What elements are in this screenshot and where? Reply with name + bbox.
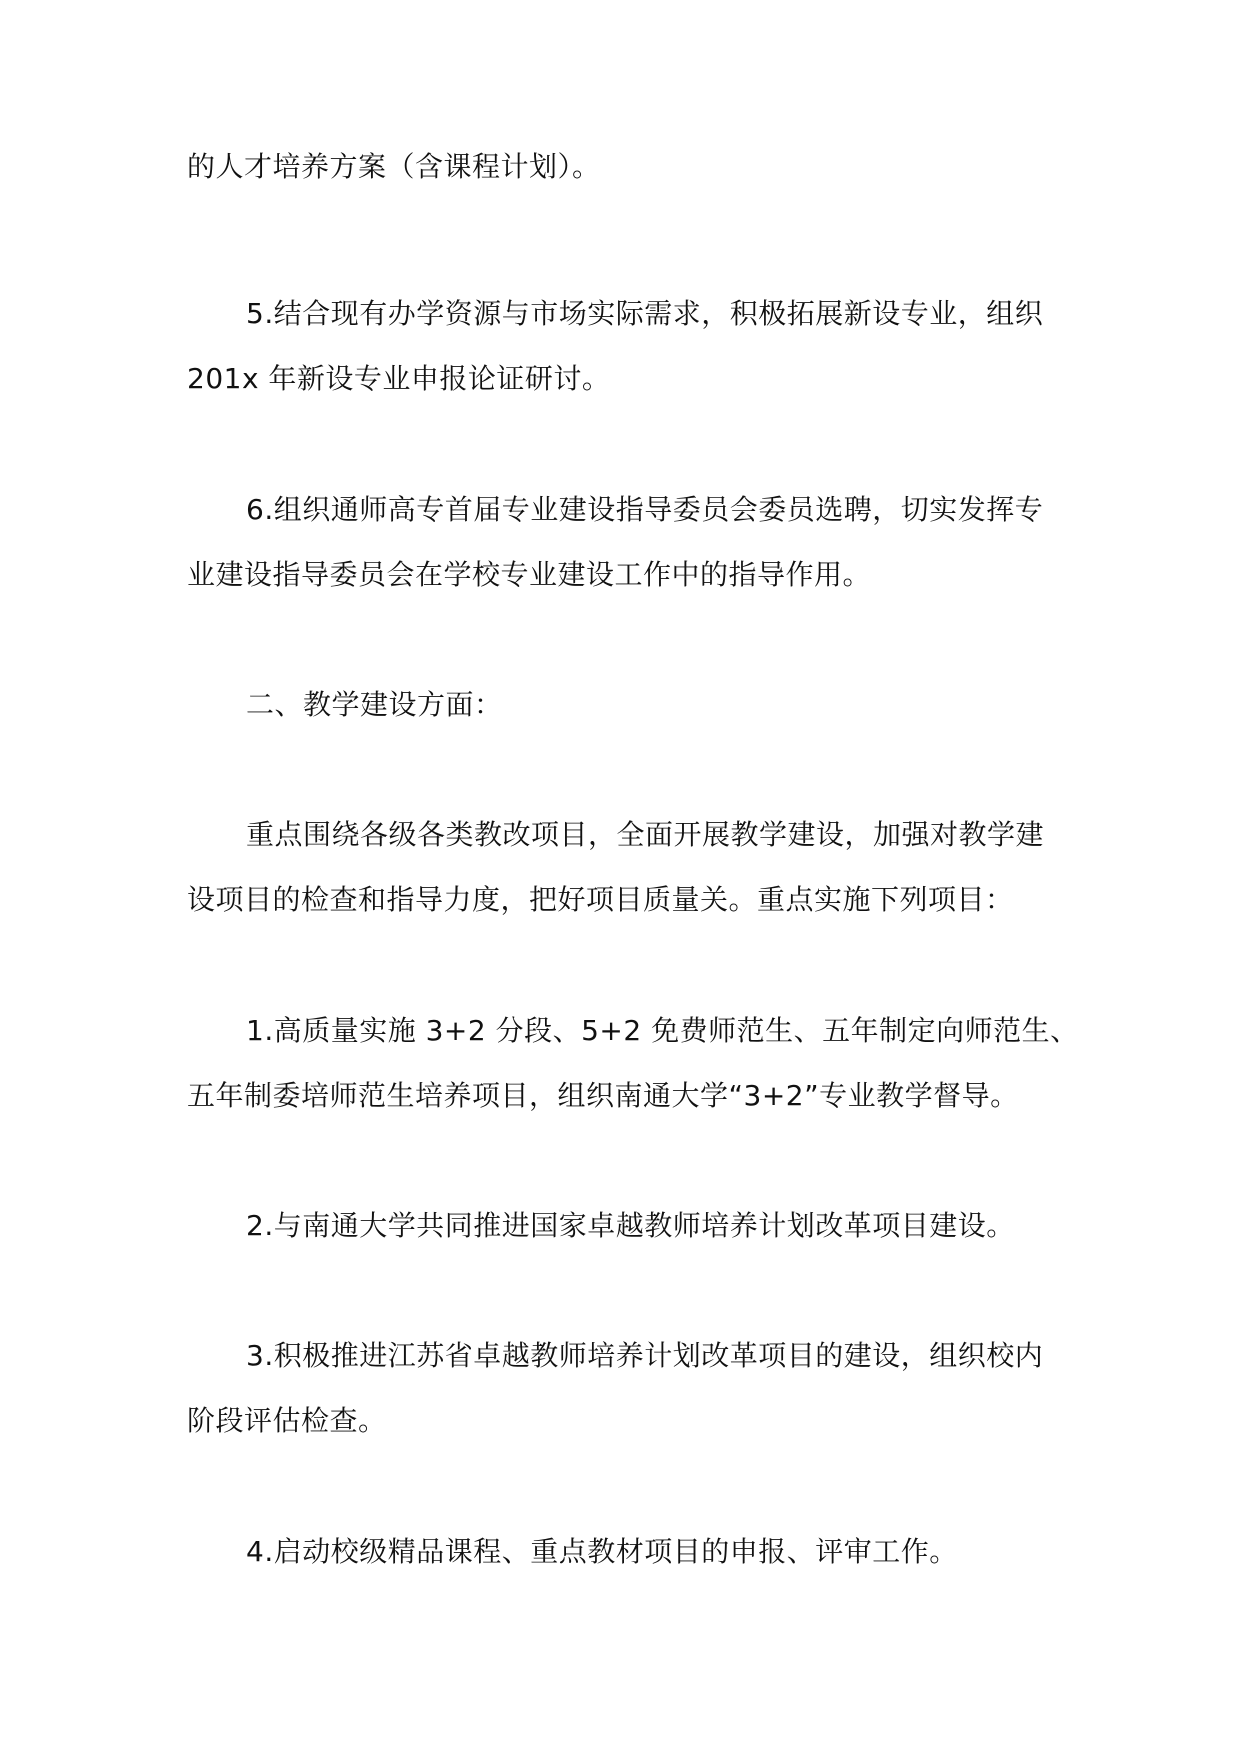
text-line: 设项目的检查和指导力度，把好项目质量关。重点实施下列项目： <box>187 883 1014 916</box>
text-line: 3.积极推进江苏省卓越教师培养计划改革项目的建设，组织校内 <box>246 1339 1044 1372</box>
text-line: 阶段评估检查。 <box>187 1404 387 1437</box>
section-heading: 二、教学建设方面： <box>246 688 503 721</box>
text-line: 5.结合现有办学资源与市场实际需求，积极拓展新设专业，组织 <box>246 297 1044 330</box>
text-line: 1.高质量实施 3+2 分段、5+2 免费师范生、五年制定向师范生、 <box>246 1014 1079 1047</box>
text-line: 2.与南通大学共同推进国家卓越教师培养计划改革项目建设。 <box>246 1209 1015 1242</box>
text-line: 业建设指导委员会在学校专业建设工作中的指导作用。 <box>187 558 872 591</box>
text-line: 201x 年新设专业申报论证研讨。 <box>187 362 611 395</box>
text-line: 4.启动校级精品课程、重点教材项目的申报、评审工作。 <box>246 1535 958 1568</box>
text-line: 的人才培养方案（含课程计划）。 <box>187 150 601 183</box>
text-line: 重点围绕各级各类教改项目，全面开展教学建设，加强对教学建 <box>246 818 1045 851</box>
text-line: 6.组织通师高专首届专业建设指导委员会委员选聘，切实发挥专 <box>246 493 1044 526</box>
text-line: 五年制委培师范生培养项目，组织南通大学“3+2”专业教学督导。 <box>187 1079 1019 1112</box>
